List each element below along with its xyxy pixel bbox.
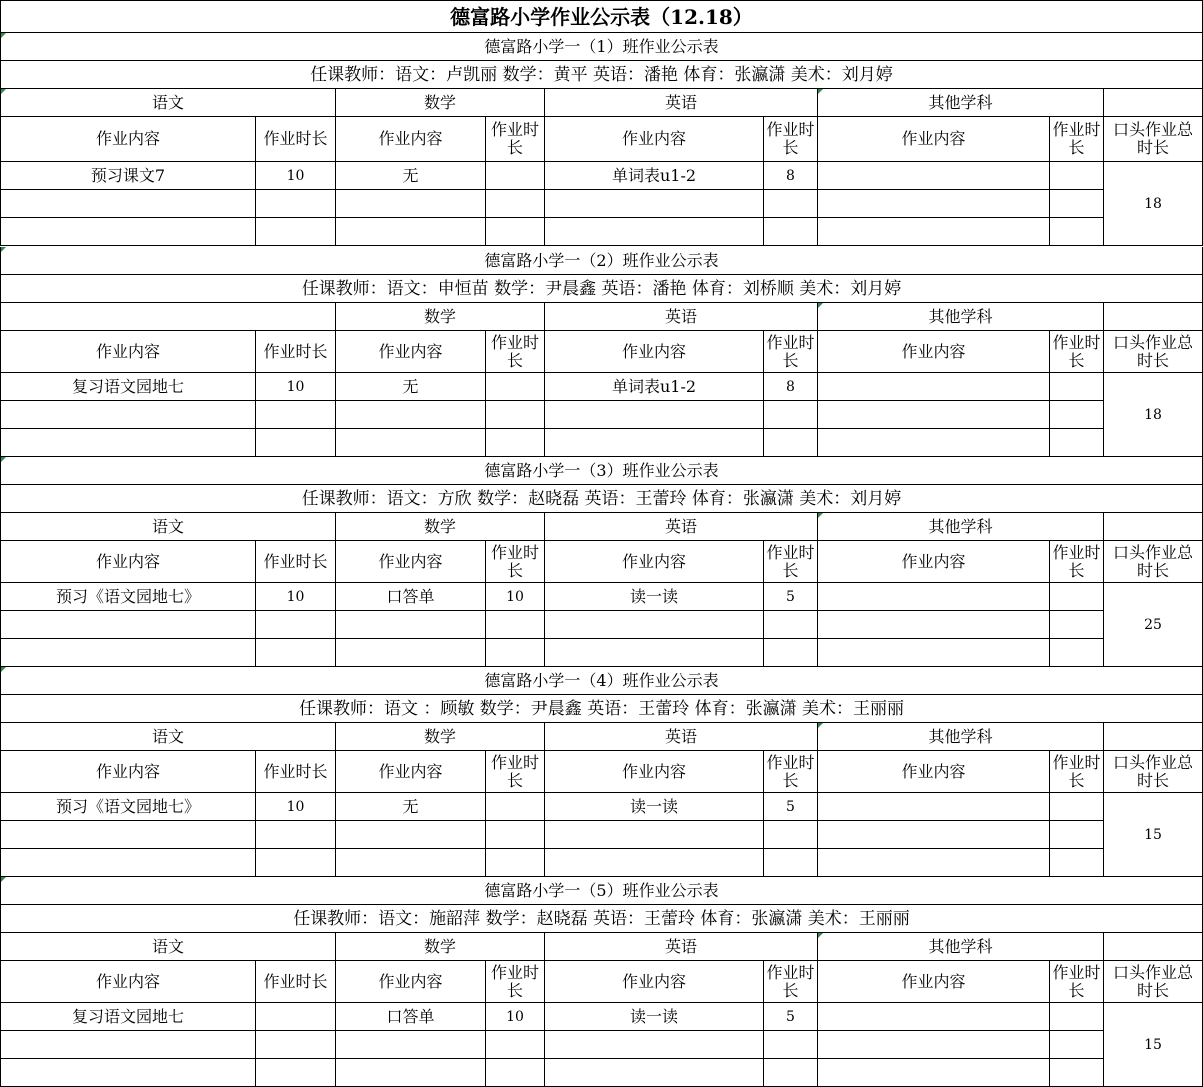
data-cell: 预习《语文园地七》 bbox=[0, 583, 256, 611]
cell-comment-marker bbox=[1, 877, 6, 882]
data-cell bbox=[818, 1059, 1050, 1087]
col-chinese-content: 作业内容 bbox=[0, 961, 256, 1003]
data-cell bbox=[545, 639, 764, 667]
data-cell bbox=[545, 1031, 764, 1059]
teacher-line: 任课教师：语文：卢凯丽 数学：黄平 英语：潘艳 体育：张瀛潇 美术：刘月婷 bbox=[0, 61, 1203, 89]
data-cell bbox=[545, 190, 764, 218]
col-math-duration: 作业时长 bbox=[486, 331, 545, 373]
teacher-line: 任课教师：语文：申恒苗 数学：尹晨鑫 英语：潘艳 体育：刘桥顺 美术：刘月婷 bbox=[0, 275, 1203, 303]
data-cell: 10 bbox=[256, 162, 336, 190]
data-cell: 8 bbox=[764, 162, 818, 190]
col-other-duration: 作业时长 bbox=[1050, 961, 1104, 1003]
data-cell: 读一读 bbox=[545, 1003, 764, 1031]
class-title: 德富路小学一（3）班作业公示表 bbox=[0, 457, 1203, 485]
col-other-content: 作业内容 bbox=[818, 541, 1050, 583]
oral-total-value: 18 bbox=[1104, 162, 1203, 246]
data-cell bbox=[256, 1003, 336, 1031]
col-english-duration: 作业时长 bbox=[764, 331, 818, 373]
teacher-line: 任课教师：语文 ：顾敏 数学：尹晨鑫 英语：王蕾玲 体育：张瀛潇 美术：王丽丽 bbox=[0, 695, 1203, 723]
data-cell: 10 bbox=[256, 373, 336, 401]
data-cell bbox=[336, 1031, 486, 1059]
data-cell bbox=[256, 1059, 336, 1087]
subject-math: 数学 bbox=[336, 513, 545, 541]
data-cell bbox=[486, 821, 545, 849]
col-other-duration: 作业时长 bbox=[1050, 117, 1104, 162]
subject-other: 其他学科 bbox=[818, 723, 1104, 751]
data-cell bbox=[0, 639, 256, 667]
data-cell bbox=[1050, 849, 1104, 877]
col-math-content: 作业内容 bbox=[336, 751, 486, 793]
data-cell bbox=[256, 639, 336, 667]
col-chinese-content: 作业内容 bbox=[0, 117, 256, 162]
col-other-content: 作业内容 bbox=[818, 331, 1050, 373]
data-cell: 无 bbox=[336, 793, 486, 821]
class-title: 德富路小学一（4）班作业公示表 bbox=[0, 667, 1203, 695]
data-cell bbox=[256, 401, 336, 429]
data-cell bbox=[256, 849, 336, 877]
data-cell bbox=[486, 849, 545, 877]
data-cell bbox=[486, 429, 545, 457]
data-cell bbox=[0, 1059, 256, 1087]
data-cell bbox=[0, 821, 256, 849]
cell-comment-marker bbox=[818, 723, 823, 728]
subject-english: 英语 bbox=[545, 89, 818, 117]
col-chinese-duration: 作业时长 bbox=[256, 331, 336, 373]
data-cell bbox=[818, 639, 1050, 667]
data-cell: 单词表u1-2 bbox=[545, 373, 764, 401]
data-cell bbox=[256, 821, 336, 849]
data-cell bbox=[486, 401, 545, 429]
data-cell bbox=[0, 611, 256, 639]
data-cell bbox=[256, 429, 336, 457]
data-cell: 8 bbox=[764, 373, 818, 401]
col-english-content: 作业内容 bbox=[545, 117, 764, 162]
data-cell: 读一读 bbox=[545, 583, 764, 611]
subject-blank bbox=[1104, 303, 1203, 331]
col-oral-total: 口头作业总时长 bbox=[1104, 961, 1203, 1003]
data-cell bbox=[1050, 821, 1104, 849]
col-math-content: 作业内容 bbox=[336, 331, 486, 373]
data-cell bbox=[545, 611, 764, 639]
col-english-content: 作业内容 bbox=[545, 961, 764, 1003]
data-cell bbox=[545, 401, 764, 429]
data-cell bbox=[818, 1003, 1050, 1031]
data-cell bbox=[336, 401, 486, 429]
data-cell bbox=[0, 401, 256, 429]
subject-chinese-empty bbox=[0, 303, 336, 331]
subject-chinese: 语文 bbox=[0, 723, 336, 751]
data-cell bbox=[336, 821, 486, 849]
teacher-line: 任课教师：语文：施韶萍 数学：赵晓磊 英语：王蕾玲 体育：张瀛潇 美术：王丽丽 bbox=[0, 905, 1203, 933]
subject-math: 数学 bbox=[336, 723, 545, 751]
data-cell bbox=[1050, 1059, 1104, 1087]
data-cell bbox=[336, 1059, 486, 1087]
data-cell bbox=[545, 849, 764, 877]
data-cell bbox=[256, 190, 336, 218]
col-oral-total: 口头作业总时长 bbox=[1104, 331, 1203, 373]
col-math-duration: 作业时长 bbox=[486, 541, 545, 583]
col-math-content: 作业内容 bbox=[336, 961, 486, 1003]
subject-chinese: 语文 bbox=[0, 933, 336, 961]
data-cell: 单词表u1-2 bbox=[545, 162, 764, 190]
data-cell bbox=[764, 218, 818, 246]
data-cell bbox=[1050, 429, 1104, 457]
col-math-duration: 作业时长 bbox=[486, 961, 545, 1003]
data-cell bbox=[764, 401, 818, 429]
data-cell bbox=[545, 1059, 764, 1087]
sheet-title: 德富路小学作业公示表（12.18） bbox=[0, 0, 1203, 33]
data-cell bbox=[0, 1031, 256, 1059]
data-cell bbox=[818, 218, 1050, 246]
data-cell: 10 bbox=[486, 1003, 545, 1031]
data-cell bbox=[336, 190, 486, 218]
col-english-content: 作业内容 bbox=[545, 541, 764, 583]
data-cell bbox=[486, 793, 545, 821]
data-cell bbox=[764, 190, 818, 218]
data-cell bbox=[486, 1059, 545, 1087]
cell-comment-marker bbox=[818, 513, 823, 518]
col-english-duration: 作业时长 bbox=[764, 961, 818, 1003]
data-cell bbox=[764, 821, 818, 849]
subject-math: 数学 bbox=[336, 89, 545, 117]
data-cell: 10 bbox=[256, 583, 336, 611]
data-cell: 无 bbox=[336, 162, 486, 190]
data-cell bbox=[256, 218, 336, 246]
data-cell bbox=[0, 190, 256, 218]
class-title: 德富路小学一（1）班作业公示表 bbox=[0, 33, 1203, 61]
class-title: 德富路小学一（2）班作业公示表 bbox=[0, 247, 1203, 275]
col-chinese-duration: 作业时长 bbox=[256, 961, 336, 1003]
data-cell bbox=[818, 190, 1050, 218]
data-cell: 5 bbox=[764, 583, 818, 611]
cell-comment-marker bbox=[1, 457, 6, 462]
subject-blank bbox=[1104, 513, 1203, 541]
data-cell bbox=[336, 429, 486, 457]
col-english-duration: 作业时长 bbox=[764, 751, 818, 793]
data-cell bbox=[336, 218, 486, 246]
subject-english: 英语 bbox=[545, 723, 818, 751]
cell-comment-marker bbox=[818, 89, 823, 94]
data-cell bbox=[0, 849, 256, 877]
data-cell bbox=[818, 583, 1050, 611]
data-cell bbox=[1050, 611, 1104, 639]
col-other-duration: 作业时长 bbox=[1050, 331, 1104, 373]
col-chinese-content: 作业内容 bbox=[0, 751, 256, 793]
col-english-duration: 作业时长 bbox=[764, 117, 818, 162]
cell-comment-marker bbox=[1, 667, 6, 672]
data-cell bbox=[818, 793, 1050, 821]
col-other-content: 作业内容 bbox=[818, 961, 1050, 1003]
data-cell: 5 bbox=[764, 1003, 818, 1031]
col-math-content: 作业内容 bbox=[336, 541, 486, 583]
data-cell bbox=[764, 849, 818, 877]
data-cell bbox=[486, 639, 545, 667]
data-cell bbox=[1050, 162, 1104, 190]
col-chinese-duration: 作业时长 bbox=[256, 541, 336, 583]
data-cell bbox=[486, 611, 545, 639]
subject-chinese: 语文 bbox=[0, 513, 336, 541]
col-chinese-duration: 作业时长 bbox=[256, 751, 336, 793]
data-cell bbox=[486, 190, 545, 218]
data-cell bbox=[256, 1031, 336, 1059]
data-cell: 预习课文7 bbox=[0, 162, 256, 190]
data-cell bbox=[1050, 190, 1104, 218]
subject-other: 其他学科 bbox=[818, 513, 1104, 541]
oral-total-value: 15 bbox=[1104, 1003, 1203, 1087]
oral-total-value: 18 bbox=[1104, 373, 1203, 457]
data-cell bbox=[1050, 583, 1104, 611]
data-cell bbox=[256, 611, 336, 639]
data-cell bbox=[818, 1031, 1050, 1059]
data-cell: 读一读 bbox=[545, 793, 764, 821]
data-cell: 无 bbox=[336, 373, 486, 401]
cell-comment-marker bbox=[1, 247, 6, 252]
data-cell bbox=[818, 611, 1050, 639]
data-cell bbox=[0, 429, 256, 457]
data-cell: 10 bbox=[486, 583, 545, 611]
cell-comment-marker bbox=[818, 303, 823, 308]
data-cell bbox=[818, 373, 1050, 401]
data-cell bbox=[1050, 793, 1104, 821]
data-cell bbox=[336, 849, 486, 877]
data-cell bbox=[545, 218, 764, 246]
col-oral-total: 口头作业总时长 bbox=[1104, 751, 1203, 793]
subject-english: 英语 bbox=[545, 513, 818, 541]
cell-comment-marker bbox=[1, 89, 6, 94]
col-oral-total: 口头作业总时长 bbox=[1104, 541, 1203, 583]
col-other-duration: 作业时长 bbox=[1050, 751, 1104, 793]
subject-chinese: 语文 bbox=[0, 89, 336, 117]
col-math-duration: 作业时长 bbox=[486, 117, 545, 162]
data-cell bbox=[764, 611, 818, 639]
subject-math: 数学 bbox=[336, 303, 545, 331]
col-oral-total: 口头作业总时长 bbox=[1104, 117, 1203, 162]
data-cell bbox=[1050, 1031, 1104, 1059]
data-cell bbox=[764, 1031, 818, 1059]
data-cell bbox=[486, 218, 545, 246]
col-other-content: 作业内容 bbox=[818, 751, 1050, 793]
data-cell bbox=[486, 1031, 545, 1059]
data-cell bbox=[336, 639, 486, 667]
col-math-duration: 作业时长 bbox=[486, 751, 545, 793]
subject-english: 英语 bbox=[545, 303, 818, 331]
data-cell: 复习语文园地七 bbox=[0, 373, 256, 401]
col-english-content: 作业内容 bbox=[545, 331, 764, 373]
col-other-content: 作业内容 bbox=[818, 117, 1050, 162]
data-cell bbox=[818, 429, 1050, 457]
col-english-content: 作业内容 bbox=[545, 751, 764, 793]
col-chinese-content: 作业内容 bbox=[0, 541, 256, 583]
data-cell bbox=[818, 162, 1050, 190]
data-cell: 5 bbox=[764, 793, 818, 821]
data-cell bbox=[0, 218, 256, 246]
col-other-duration: 作业时长 bbox=[1050, 541, 1104, 583]
data-cell: 口答单 bbox=[336, 583, 486, 611]
data-cell bbox=[818, 401, 1050, 429]
col-english-duration: 作业时长 bbox=[764, 541, 818, 583]
subject-blank bbox=[1104, 723, 1203, 751]
col-math-content: 作业内容 bbox=[336, 117, 486, 162]
subject-math: 数学 bbox=[336, 933, 545, 961]
data-cell bbox=[1050, 1003, 1104, 1031]
subject-english: 英语 bbox=[545, 933, 818, 961]
data-cell bbox=[545, 429, 764, 457]
subject-other: 其他学科 bbox=[818, 303, 1104, 331]
oral-total-value: 15 bbox=[1104, 793, 1203, 877]
teacher-line: 任课教师：语文：方欣 数学：赵晓磊 英语：王蕾玲 体育：张瀛潇 美术：刘月婷 bbox=[0, 485, 1203, 513]
data-cell bbox=[1050, 401, 1104, 429]
data-cell bbox=[818, 821, 1050, 849]
data-cell bbox=[336, 611, 486, 639]
subject-other: 其他学科 bbox=[818, 933, 1104, 961]
subject-blank bbox=[1104, 89, 1203, 117]
data-cell: 口答单 bbox=[336, 1003, 486, 1031]
data-cell: 复习语文园地七 bbox=[0, 1003, 256, 1031]
cell-comment-marker bbox=[818, 933, 823, 938]
subject-other: 其他学科 bbox=[818, 89, 1104, 117]
data-cell bbox=[486, 373, 545, 401]
data-cell: 预习《语文园地七》 bbox=[0, 793, 256, 821]
data-cell bbox=[1050, 373, 1104, 401]
oral-total-value: 25 bbox=[1104, 583, 1203, 667]
subject-blank bbox=[1104, 933, 1203, 961]
sheet-title-row bbox=[0, 0, 1203, 33]
data-cell bbox=[764, 639, 818, 667]
data-cell bbox=[1050, 639, 1104, 667]
class-title: 德富路小学一（5）班作业公示表 bbox=[0, 877, 1203, 905]
data-cell bbox=[1050, 218, 1104, 246]
data-cell: 10 bbox=[256, 793, 336, 821]
col-chinese-duration: 作业时长 bbox=[256, 117, 336, 162]
data-cell bbox=[818, 849, 1050, 877]
data-cell bbox=[545, 821, 764, 849]
data-cell bbox=[764, 429, 818, 457]
cell-comment-marker bbox=[1, 33, 6, 38]
data-cell bbox=[486, 162, 545, 190]
col-chinese-content: 作业内容 bbox=[0, 331, 256, 373]
data-cell bbox=[764, 1059, 818, 1087]
